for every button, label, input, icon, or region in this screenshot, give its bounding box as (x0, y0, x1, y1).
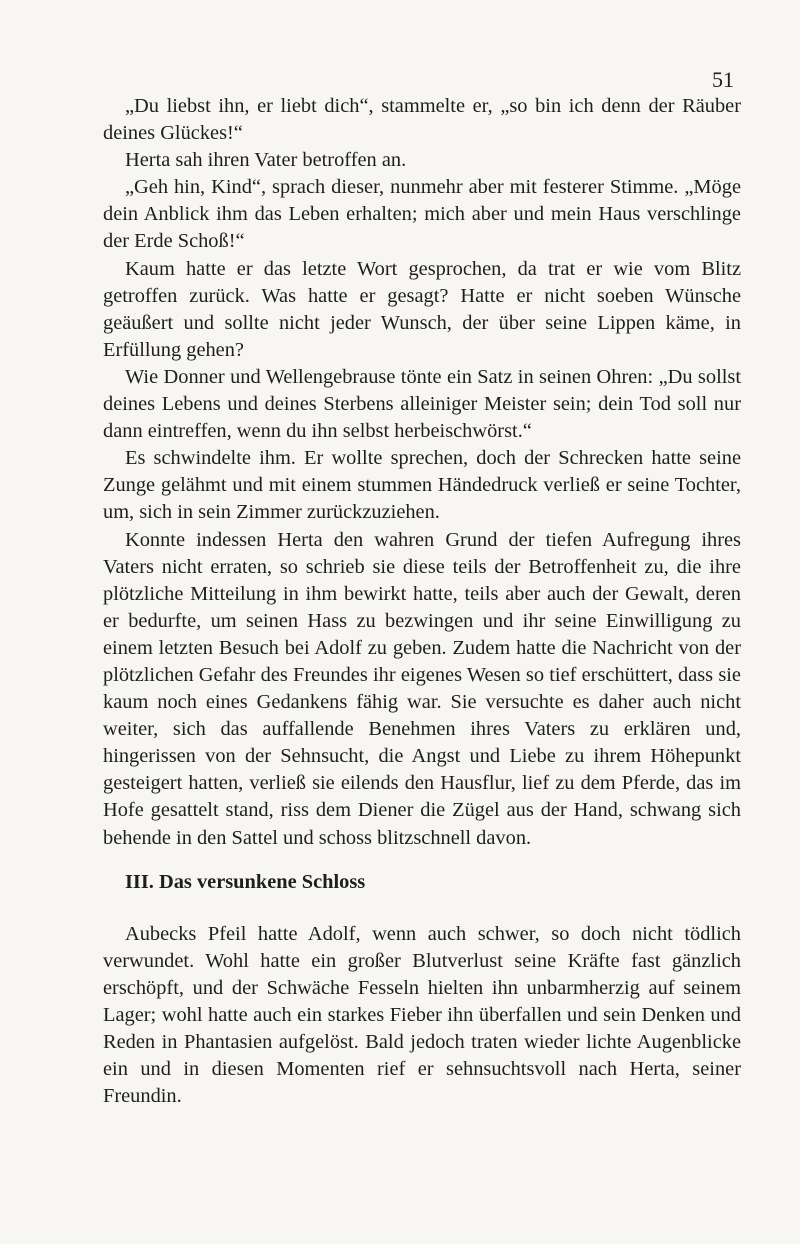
paragraph: „Geh hin, Kind“, sprach dieser, nunmehr aber mit festerer Stimme. „Möge dein Anblick ihm das Leben erhalten; mich aber und mein Haus verschlinge der Erde Schoß!“ (103, 176, 741, 253)
paragraph: Aubecks Pfeil hatte Adolf, wenn auch schwer, so doch nicht tödlich verwundet. Wohl hatte ein großer Blutverlust seine Kräfte fast gänzlich erschöpft, und der Schwäche Fesseln hielten ihn unbarmherzig auf seinem Lager; wohl hatte auch ein starkes Fieber ihn überfallen und sein Denken und Reden in Phantasien aufgelöst. Bald jedoch traten wieder lichte Augenblicke ein und in diesen Momenten rief er sehnsuchtsvoll nach Herta, seiner Freundin. (103, 922, 741, 1108)
paragraph: Wie Donner und Wellengebrause tönte ein Satz in seinen Ohren: „Du sollst deines Lebens und deines Sterbens alleiniger Meister sein; dein Tod soll nur dann eintreffen, wenn du ihn selbst herbeischwörst.“ (103, 365, 741, 443)
body-text (103, 93, 741, 1110)
paragraph: Es schwindelte ihm. Er wollte sprechen, doch der Schrecken hatte seine Zunge gelähmt und mit einem stummen Händedruck verließ er seine Tochter, um, sich in sein Zimmer zurückzuziehen. (103, 447, 741, 524)
paragraph: Herta sah ihren Vater betroffen an. (125, 149, 407, 172)
paragraph: „Du liebst ihn, er liebt dich“, stammelte er, „so bin ich denn der Räuber deines Glückes!“ (103, 95, 741, 145)
paragraph: Kaum hatte er das letzte Wort gesprochen, da trat er wie vom Blitz getroffen zurück. Was hatte er gesagt? Hatte er nicht soeben Wünsche geäußert und sollte nicht jeder Wunsch, der über seine Lippen käme, in Erfüllung gehen? (103, 257, 741, 361)
page-number: 51 (712, 67, 734, 92)
chapter-heading: III. Das versunkene Schloss (125, 870, 366, 893)
paragraph: Konnte indessen Herta den wahren Grund der tiefen Aufregung ihres Vaters nicht erraten, so schrieb sie diese teils der Betroffenheit zu, die ihre plötzliche Mitteilung in ihm bewirkt hatte, teils aber auch der Gewalt, deren er bedurfte, um seinen Hass zu bezwingen und ihr seine Einwilligung zu einem letzten Besuch bei Adolf zu geben. Zudem hatte die Nachricht von der plötzlichen Gefahr des Freundes ihr eigenes Wesen so tief erschüttert, dass sie kaum noch eines Gedankens fähig war. Sie versuchte es daher auch nicht weiter, sich das auffallende Benehmen ihres Vaters zu erklären und, hingerissen von der Sehnsucht, die Angst und Liebe zu ihrem Höhepunkt gesteigert hatten, verließ sie eilends den Hausflur, lief zu dem Pferde, das im Hofe gesattelt stand, riss dem Diener die Zügel aus der Hand, schwang sich behende in den Sattel und schoss blitzschnell davon. (103, 528, 741, 849)
